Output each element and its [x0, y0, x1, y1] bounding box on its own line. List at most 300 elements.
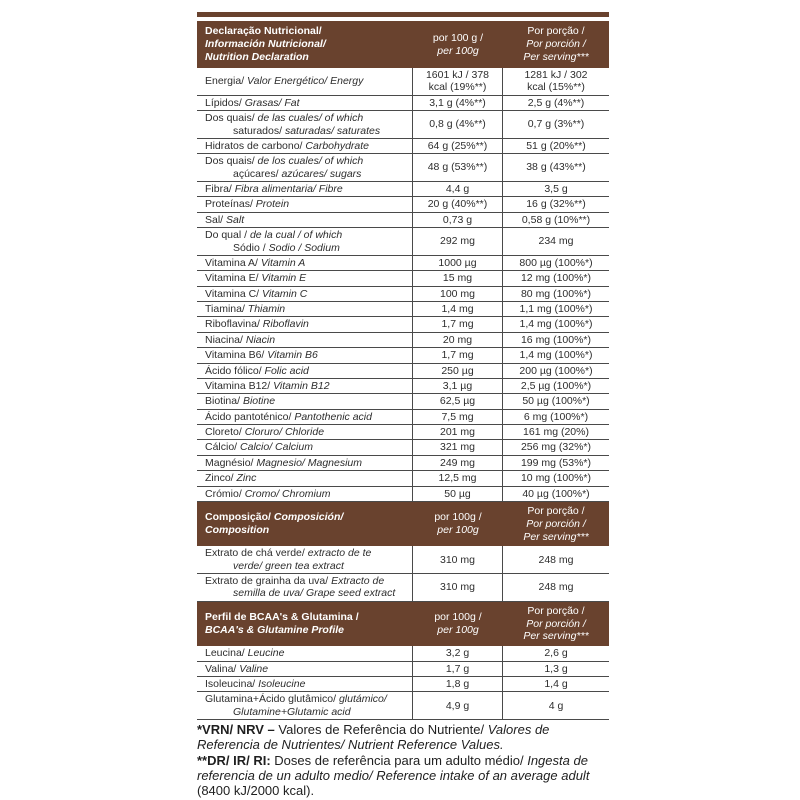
row-value-per-100g	[413, 456, 503, 470]
text-run: Cromo/ Chromium	[244, 487, 331, 500]
row-value-per-100g	[413, 96, 503, 110]
text-run: Composição/	[205, 511, 274, 524]
row-value-per-serving-text: 2,5 µg (100%*)	[520, 379, 592, 392]
nutrient-row	[197, 410, 609, 425]
text-run: Sal/	[205, 213, 227, 226]
text-run: saturados/	[233, 124, 285, 137]
row-label-text	[205, 457, 362, 469]
text-run: Por porção /	[527, 604, 585, 617]
text-run: por 100 g /	[432, 31, 484, 44]
row-value-per-serving-text: 2,5 g (4%**)	[527, 96, 585, 109]
row-value-per-100g-text: 1,7 mg	[441, 349, 474, 362]
nutrient-row	[197, 425, 609, 440]
row-value-per-100g	[413, 271, 503, 285]
col-header-per-100g-text	[434, 611, 481, 637]
row-value-per-100g-text: 0,73 g	[442, 213, 473, 226]
text-run: Energia/	[205, 75, 248, 88]
row-label	[197, 394, 413, 408]
text-run: Tiamina/	[205, 303, 248, 316]
row-value-per-serving	[503, 317, 609, 331]
row-label-text	[205, 693, 387, 718]
text-run: Vitamin B12	[273, 379, 330, 392]
row-value-per-serving-text: 38 g (43%**)	[526, 161, 586, 174]
row-value-per-serving	[503, 646, 609, 660]
row-label-text	[205, 229, 342, 254]
nutrient-row	[197, 68, 609, 96]
row-value-per-100g-text: 1,7 g	[445, 662, 470, 675]
row-label-text	[205, 272, 306, 284]
row-value-per-100g-text: 1000 µg	[438, 256, 477, 269]
row-label-text	[205, 472, 256, 484]
text-run: Composición/	[273, 511, 344, 524]
text-run: Magnesio/ Magnesium	[256, 456, 363, 469]
section-nutrition-declaration	[197, 21, 609, 502]
text-run: Por porção /	[527, 25, 585, 38]
row-value-per-serving	[503, 487, 609, 501]
row-value-per-100g-text: 64 g (25%**)	[427, 139, 488, 152]
nutrient-row	[197, 692, 609, 720]
row-value-per-100g	[413, 228, 503, 255]
row-value-per-serving	[503, 139, 609, 153]
nutrient-row	[197, 456, 609, 471]
row-value-per-100g	[413, 333, 503, 347]
row-label	[197, 692, 413, 719]
nutrient-row	[197, 228, 609, 256]
row-label	[197, 677, 413, 691]
text-run: Crómio/	[205, 487, 245, 500]
row-label	[197, 111, 413, 138]
col-header-per-serving	[503, 21, 609, 68]
col-header-per-100g	[413, 502, 503, 546]
text-run: Vitamina A/	[205, 256, 261, 269]
text-run: Por porción /	[526, 617, 586, 630]
row-value-per-100g	[413, 256, 503, 270]
text-run: Isoleucina/	[205, 677, 259, 690]
row-label-text	[205, 547, 371, 572]
row-label	[197, 662, 413, 676]
row-label	[197, 646, 413, 660]
text-run: Biotina/	[205, 395, 243, 408]
text-run: Isoleucine	[258, 677, 306, 690]
text-run: Thiamin	[247, 303, 286, 316]
col-header-per-100g-text	[433, 32, 483, 58]
row-value-per-serving	[503, 333, 609, 347]
text-run: por 100g /	[434, 511, 482, 524]
text-run: Protein	[255, 198, 290, 211]
row-value-per-100g-text: 3,1 g (4%**)	[429, 96, 486, 109]
nutrient-row	[197, 256, 609, 271]
text-run: Salt	[226, 213, 245, 226]
text-run: referencia de un adulto medio/ Reference intake of an average adult	[197, 767, 590, 783]
row-value-per-serving-text: 12 mg (100%*)	[520, 272, 592, 285]
row-label-text	[205, 575, 395, 600]
row-value-per-serving	[503, 456, 609, 470]
text-run: Vitamina E/	[205, 272, 262, 285]
row-label	[197, 182, 413, 196]
text-run: Dos quais/	[205, 112, 258, 125]
row-value-per-serving	[503, 425, 609, 439]
row-value-per-100g-text: 0,8 g (4%**)	[429, 118, 486, 131]
row-value-per-serving	[503, 471, 609, 485]
row-label	[197, 96, 413, 110]
text-run: per 100g	[437, 524, 479, 537]
col-header-per-serving-text	[523, 605, 588, 643]
row-label	[197, 471, 413, 485]
text-run: Fibra alimentaria/ Fibre	[234, 183, 343, 196]
row-value-per-100g	[413, 213, 503, 227]
row-value-per-100g-text: 3,1 µg	[442, 379, 473, 392]
row-value-per-100g	[413, 68, 503, 95]
row-value-per-serving	[503, 348, 609, 362]
row-value-per-100g	[413, 379, 503, 393]
text-run: Proteínas/	[205, 198, 256, 211]
row-value-per-serving	[503, 574, 609, 601]
nutrient-row	[197, 662, 609, 677]
text-run: Valine	[239, 662, 269, 675]
row-value-per-100g-text: 4,4 g	[445, 183, 470, 196]
row-value-per-serving-text: 248 mg	[538, 581, 574, 594]
row-label	[197, 271, 413, 285]
row-label	[197, 139, 413, 153]
section-bcaa-glutamine-profile	[197, 602, 609, 720]
row-label-text	[205, 318, 309, 330]
text-run: Hidratos de carbono/	[205, 139, 306, 152]
row-label	[197, 574, 413, 601]
row-value-per-serving-text: 1,4 g	[544, 677, 568, 690]
row-label-text	[205, 647, 284, 659]
section-title-cell	[197, 602, 413, 646]
text-run: Zinc	[236, 472, 257, 485]
nutrient-row	[197, 379, 609, 394]
row-label-text	[205, 183, 343, 195]
text-run: Vitamin C	[262, 287, 308, 300]
row-label-text	[205, 334, 275, 346]
row-value-per-100g	[413, 154, 503, 181]
row-value-per-serving-text: 80 mg (100%*)	[520, 287, 592, 300]
row-label	[197, 213, 413, 227]
row-label-text	[205, 678, 305, 690]
row-label	[197, 364, 413, 378]
row-label	[197, 425, 413, 439]
row-value-per-serving-text: 50 µg (100%*)	[522, 395, 590, 408]
text-run: Valor Energético/ Energy	[247, 75, 364, 88]
row-label-text	[205, 663, 268, 675]
col-header-per-serving-text	[523, 25, 588, 63]
row-value-per-serving	[503, 662, 609, 676]
row-value-per-serving-text: 1,3 g	[544, 662, 568, 675]
row-label	[197, 333, 413, 347]
text-run: Lípidos/	[205, 96, 245, 109]
footnotes	[197, 722, 667, 799]
row-value-per-serving-text: 51 g (20%**)	[526, 139, 586, 152]
row-value-per-serving	[503, 287, 609, 301]
row-value-per-100g-text: 4,9 g	[445, 699, 470, 712]
text-run: Perfil de BCAA's & Glutamina /	[205, 610, 359, 623]
text-run: Do qual /	[205, 229, 250, 242]
text-run: Vitamina C/	[205, 287, 262, 300]
row-value-per-100g	[413, 410, 503, 424]
row-value-per-100g-text: 249 mg	[439, 456, 476, 469]
row-label-text	[205, 426, 324, 438]
row-value-per-serving	[503, 302, 609, 316]
text-run: de la cual / of which	[249, 229, 343, 242]
row-label-text	[205, 75, 363, 87]
row-value-per-serving	[503, 379, 609, 393]
row-value-per-serving	[503, 271, 609, 285]
row-value-per-serving	[503, 692, 609, 719]
row-value-per-serving-text: 4 g	[548, 699, 564, 712]
text-run: Declaração Nutricional/	[205, 25, 322, 37]
row-value-per-100g	[413, 197, 503, 211]
row-label-text	[205, 395, 275, 407]
row-value-per-100g-text: 321 mg	[439, 441, 476, 454]
text-run: Ácido fólico/	[205, 364, 265, 377]
row-label	[197, 302, 413, 316]
row-value-per-100g-text: 3,2 g	[445, 647, 470, 660]
col-header-per-100g	[413, 602, 503, 646]
nutrient-row	[197, 213, 609, 228]
row-value-per-serving	[503, 677, 609, 691]
row-value-per-100g-text: 292 mg	[439, 235, 476, 248]
row-label	[197, 348, 413, 362]
text-run: Calcio/ Calcium	[240, 441, 313, 454]
text-run: Cloreto/	[205, 426, 245, 439]
row-value-per-100g	[413, 348, 503, 362]
text-run: extracto de te	[307, 547, 372, 560]
text-run: Extrato de grainha da uva/	[205, 575, 332, 588]
row-value-per-serving-text: 2,6 g	[544, 647, 568, 660]
row-value-per-serving	[503, 440, 609, 454]
nutrient-row	[197, 440, 609, 455]
row-label	[197, 317, 413, 331]
nutrient-row	[197, 111, 609, 139]
nutrient-row	[197, 487, 609, 502]
text-run: Valina/	[205, 662, 240, 675]
nutrient-row	[197, 394, 609, 409]
row-value-per-serving	[503, 228, 609, 255]
row-value-per-100g-text: 20 mg	[442, 333, 473, 346]
row-value-per-100g-text: 1601 kJ / 378 kcal (19%**)	[425, 69, 490, 94]
text-run: Valores de	[487, 722, 550, 737]
row-value-per-serving-text: 16 mg (100%*)	[520, 333, 592, 346]
text-run: per 100g	[437, 624, 479, 636]
row-label-text	[205, 365, 309, 377]
text-run: Vitamin E	[261, 272, 307, 285]
row-label-text	[205, 214, 251, 226]
text-run: Sodio / Sodium	[268, 241, 340, 254]
row-value-per-serving-text: 200 µg (100%*)	[519, 364, 593, 377]
row-label	[197, 546, 413, 573]
text-run: *VRN/ NRV –	[197, 722, 279, 737]
row-value-per-serving	[503, 394, 609, 408]
text-run: Per serving***	[523, 530, 589, 543]
row-value-per-serving	[503, 154, 609, 181]
row-label-text	[205, 411, 372, 423]
nutrition-table	[197, 12, 609, 720]
row-value-per-100g	[413, 546, 503, 573]
col-header-per-100g	[413, 21, 503, 68]
text-run: Extrato de chá verde/	[205, 547, 308, 560]
text-run: Vitamin B6	[267, 349, 318, 362]
row-value-per-100g-text: 7,5 mg	[441, 410, 474, 423]
nutrient-row	[197, 302, 609, 317]
section-title	[205, 611, 359, 637]
row-label	[197, 410, 413, 424]
row-value-per-serving-text: 16 g (32%**)	[526, 198, 586, 211]
row-label-text	[205, 303, 285, 315]
section-title-cell	[197, 21, 413, 68]
row-value-per-100g	[413, 425, 503, 439]
row-label-text	[205, 380, 330, 392]
nutrient-row	[197, 287, 609, 302]
top-stripe	[197, 12, 609, 17]
row-value-per-100g	[413, 677, 503, 691]
nutrient-row	[197, 364, 609, 379]
text-run: **DR/ IR/ RI:	[197, 752, 275, 768]
row-value-per-serving	[503, 68, 609, 95]
row-label-text	[205, 349, 318, 361]
text-run: por 100g /	[434, 611, 482, 624]
text-run: Por porção /	[527, 504, 585, 517]
nutrient-row	[197, 96, 609, 111]
text-run: verde/ green tea extract	[233, 559, 344, 572]
text-run: Ingesta de	[527, 752, 588, 768]
row-value-per-100g	[413, 487, 503, 501]
row-label-text	[205, 488, 330, 500]
text-run: Leucina/	[205, 647, 248, 660]
row-value-per-100g-text: 15 mg	[442, 272, 473, 285]
row-label	[197, 197, 413, 211]
row-value-per-100g-text: 12,5 mg	[438, 472, 477, 485]
text-run: Folic acid	[264, 364, 309, 377]
row-value-per-serving-text: 1281 kJ / 302 kcal (15%**)	[524, 69, 588, 94]
text-run: saturadas/ saturates	[284, 124, 381, 137]
text-run: Niacin	[245, 333, 276, 346]
row-value-per-serving-text: 3,5 g	[544, 183, 568, 196]
row-value-per-serving-text: 199 mg (53%*)	[520, 456, 592, 469]
text-run: Per serving***	[523, 50, 589, 63]
row-value-per-serving-text: 161 mg (20%)	[523, 426, 589, 439]
row-value-per-100g	[413, 692, 503, 719]
text-run: Por porción /	[526, 38, 586, 51]
row-label	[197, 68, 413, 95]
row-value-per-100g-text: 310 mg	[439, 553, 476, 566]
row-value-per-serving	[503, 96, 609, 110]
text-run: Glutamine+Glutamic acid	[233, 705, 351, 718]
nutrient-row	[197, 574, 609, 602]
row-label	[197, 440, 413, 454]
text-run: de las cuales/ of which	[257, 112, 364, 125]
text-run: Ácido pantoténico/	[205, 410, 295, 423]
row-value-per-100g	[413, 111, 503, 138]
row-value-per-100g	[413, 182, 503, 196]
nutrient-row	[197, 271, 609, 286]
text-run: Vitamina B6/	[205, 349, 268, 362]
text-run: per 100g	[437, 44, 479, 57]
section-title-cell	[197, 502, 413, 546]
row-value-per-serving-text: 234 mg	[538, 235, 574, 248]
text-run: Vitamin A	[260, 256, 306, 269]
row-value-per-serving-text: 1,1 mg (100%*)	[519, 303, 593, 316]
row-value-per-100g-text: 1,8 g	[445, 677, 470, 690]
row-label-text	[205, 198, 289, 210]
row-value-per-serving-text: 10 mg (100%*)	[520, 472, 592, 485]
col-header-per-serving	[503, 602, 609, 646]
row-value-per-100g-text: 62,5 µg	[439, 395, 476, 408]
row-label	[197, 154, 413, 181]
text-run: Riboflavina/	[205, 318, 263, 331]
row-label-text	[205, 140, 369, 152]
text-run: Grasas/ Fat	[244, 96, 300, 109]
row-value-per-serving	[503, 213, 609, 227]
col-header-per-serving	[503, 502, 609, 546]
footnote-reference-intake	[197, 753, 667, 799]
row-value-per-100g	[413, 574, 503, 601]
row-label-text	[205, 97, 300, 109]
row-label	[197, 379, 413, 393]
row-value-per-100g-text: 100 mg	[439, 287, 476, 300]
row-value-per-100g	[413, 364, 503, 378]
text-run: BCAA's & Glutamine Profile	[205, 624, 345, 636]
nutrient-row	[197, 348, 609, 363]
row-value-per-serving-text: 40 µg (100%*)	[522, 487, 590, 500]
text-run: açúcares/	[233, 167, 282, 180]
text-run: Niacina/	[205, 333, 246, 346]
row-value-per-serving	[503, 410, 609, 424]
text-run: Cálcio/	[205, 441, 241, 454]
text-run: Doses de referência para um adulto médio/	[274, 752, 528, 768]
row-value-per-100g	[413, 662, 503, 676]
section-header-row	[197, 602, 609, 646]
text-run: Carbohydrate	[305, 139, 370, 152]
section-header-row	[197, 502, 609, 546]
row-value-per-100g	[413, 440, 503, 454]
footnote-nrv	[197, 722, 667, 753]
text-run: Magnésio/	[205, 456, 257, 469]
row-value-per-serving	[503, 364, 609, 378]
text-run: Dos quais/	[205, 155, 258, 168]
row-value-per-100g	[413, 646, 503, 660]
text-run: Per serving***	[523, 630, 589, 643]
row-value-per-100g	[413, 139, 503, 153]
text-run: (8400 kJ/2000 kcal).	[197, 783, 315, 799]
row-value-per-100g-text: 1,4 mg	[441, 303, 474, 316]
text-run: Referencia de Nutrientes/ Nutrient Reference Values.	[197, 737, 504, 753]
text-run: Sódio /	[233, 241, 269, 254]
nutrient-row	[197, 182, 609, 197]
row-value-per-100g	[413, 302, 503, 316]
text-run: Glutamina+Ácido glutâmico/	[205, 693, 339, 706]
row-value-per-serving-text: 6 mg (100%*)	[523, 410, 589, 423]
nutrient-row	[197, 677, 609, 692]
row-label-text	[205, 155, 363, 180]
text-run: Composition	[205, 524, 270, 537]
nutrient-row	[197, 646, 609, 661]
text-run: Información Nutricional/	[205, 38, 326, 51]
text-run: Riboflavin	[262, 318, 309, 331]
row-value-per-serving-text: 248 mg	[538, 553, 574, 566]
row-label	[197, 456, 413, 470]
text-run: azúcares/ sugars	[281, 167, 362, 180]
text-run: glutámico/	[338, 693, 387, 706]
section-title	[205, 25, 326, 64]
text-run: Por porción /	[526, 517, 586, 530]
text-run: Valores de Referência do Nutriente/	[278, 722, 488, 737]
col-header-per-100g-text	[434, 511, 481, 537]
text-run: Cloruro/ Chloride	[244, 426, 325, 439]
row-value-per-serving	[503, 111, 609, 138]
row-value-per-serving	[503, 256, 609, 270]
